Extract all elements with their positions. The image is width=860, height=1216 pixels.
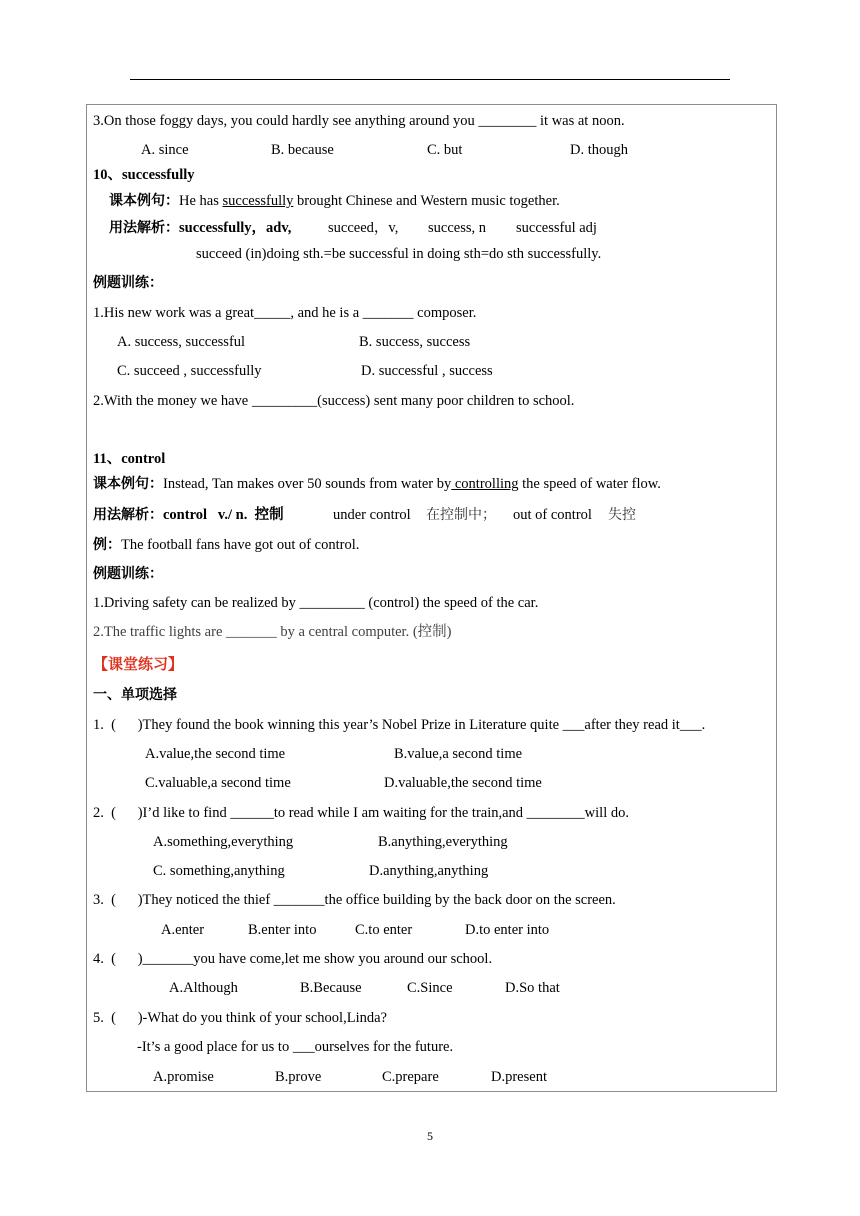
q3-option-d: D. though: [570, 142, 628, 158]
mc4-option-d: D.So that: [505, 980, 560, 996]
example-label: 课本例句：: [109, 193, 179, 209]
mc1-option-b: B.value,a second time: [394, 746, 523, 762]
example-prefix: 例：: [93, 537, 121, 553]
mc1-option-a: A.value,the second time: [145, 746, 286, 762]
mc1-option-d: D.valuable,the second time: [384, 775, 542, 791]
mc3-option-c: C.to enter: [355, 922, 413, 938]
mc3-option-b: B.enter into: [248, 922, 317, 938]
drill-10-question-1: 1.His new work was a great_____, and he is a _______ composer.: [93, 305, 477, 321]
mc3-option-a: A.enter: [161, 922, 205, 938]
mc5-option-d: D.present: [491, 1069, 547, 1085]
drill-10-question-2: 2.With the money we have _________(success) sent many poor children to school.: [93, 393, 575, 409]
example-11: [93, 536, 359, 554]
subsection-title-multiple-choice: 一、单项选择: [93, 687, 177, 703]
mc4-option-a: A.Although: [169, 980, 238, 996]
q3-option-b: B. because: [271, 142, 334, 158]
question-3: 3.On those foggy days, you could hardly see anything around you ________ it was at noon.: [93, 113, 625, 129]
usage-under-control: under control: [333, 507, 411, 523]
drill-10-option-c: C. succeed , successfully: [117, 363, 262, 379]
example-label: 课本例句：: [93, 476, 163, 492]
mc-question-3: 3. ( )They noticed the thief _______the office building by the back door on the screen.: [93, 892, 616, 908]
mc4-option-c: C.Since: [407, 980, 453, 996]
usage-pattern-10: succeed (in)doing sth.=be successful in doing sth=do sth successfully.: [196, 246, 602, 262]
mc5-option-b: B.prove: [275, 1069, 322, 1085]
heading-successfully: 10、successfully: [93, 167, 195, 183]
usage-under-control-cn: 在控制中；: [426, 507, 496, 523]
drill-10-option-d: D. successful , success: [361, 363, 493, 379]
mc-question-5-line-2: -It’s a good place for us to ___ourselves for the future.: [137, 1039, 454, 1055]
usage-word-adj: successful adj: [516, 220, 597, 236]
usage-word-verb: succeed，v,: [328, 220, 399, 236]
mc2-option-b: B.anything,everything: [378, 834, 508, 850]
example-sentence-10: [109, 192, 560, 210]
usage-word-adv: successfully，adv,: [179, 220, 292, 236]
header-rule: [130, 79, 730, 80]
mc1-option-c: C.valuable,a second time: [145, 775, 291, 791]
usage-out-of-control-cn: 失控: [608, 507, 636, 523]
mc-question-1: 1. ( )They found the book winning this year’s Nobel Prize in Literature quite ___after they read it___.: [93, 717, 706, 733]
mc2-option-c: C. something,anything: [153, 863, 285, 879]
usage-analysis-10: [109, 219, 291, 237]
q3-option-a: A. since: [141, 142, 189, 158]
drill-heading-10: 例题训练：: [93, 275, 163, 291]
mc3-option-d: D.to enter into: [465, 922, 550, 938]
heading-control: 11、control: [93, 451, 166, 467]
usage-analysis-11: [93, 506, 284, 524]
usage-word-control: control v./ n. 控制: [163, 507, 284, 523]
example-text-post: brought Chinese and Western music together.: [293, 193, 560, 209]
mc-question-2: 2. ( )I’d like to find ______to read while I am waiting for the train,and ________will do.: [93, 805, 629, 821]
page-number: 5: [427, 1129, 433, 1143]
q3-option-c: C. but: [427, 142, 463, 158]
example-keyword: successfully: [222, 193, 294, 209]
drill-11-question-2: 2.The traffic lights are _______ by a central computer. (控制): [93, 624, 452, 640]
mc5-option-a: A.promise: [153, 1069, 214, 1085]
mc2-option-a: A.something,everything: [153, 834, 294, 850]
example-text: The football fans have got out of control.: [121, 537, 360, 553]
example-text-pre: Instead, Tan makes over 50 sounds from water by: [163, 476, 452, 492]
example-text-pre: He has: [179, 193, 223, 209]
mc5-option-c: C.prepare: [382, 1069, 439, 1085]
drill-10-option-b: B. success, success: [359, 334, 471, 350]
mc-question-5: 5. ( )-What do you think of your school,Linda?: [93, 1010, 387, 1026]
usage-label: 用法解析：: [93, 507, 163, 523]
example-sentence-11: [93, 475, 661, 493]
mc-question-4: 4. ( )_______you have come,let me show you around our school.: [93, 951, 493, 967]
drill-heading-11: 例题训练：: [93, 566, 163, 582]
drill-10-option-a: A. success, successful: [117, 334, 246, 350]
example-text-post: the speed of water flow.: [518, 476, 661, 492]
section-title-classroom-practice: 【课堂练习】: [93, 655, 184, 673]
usage-label: 用法解析：: [109, 220, 179, 236]
example-keyword: controlling: [451, 476, 519, 492]
mc4-option-b: B.Because: [300, 980, 362, 996]
usage-out-of-control: out of control: [513, 507, 592, 523]
mc2-option-d: D.anything,anything: [369, 863, 489, 879]
usage-word-noun: success, n: [428, 220, 486, 236]
drill-11-question-1: 1.Driving safety can be realized by _________ (control) the speed of the car.: [93, 595, 539, 611]
